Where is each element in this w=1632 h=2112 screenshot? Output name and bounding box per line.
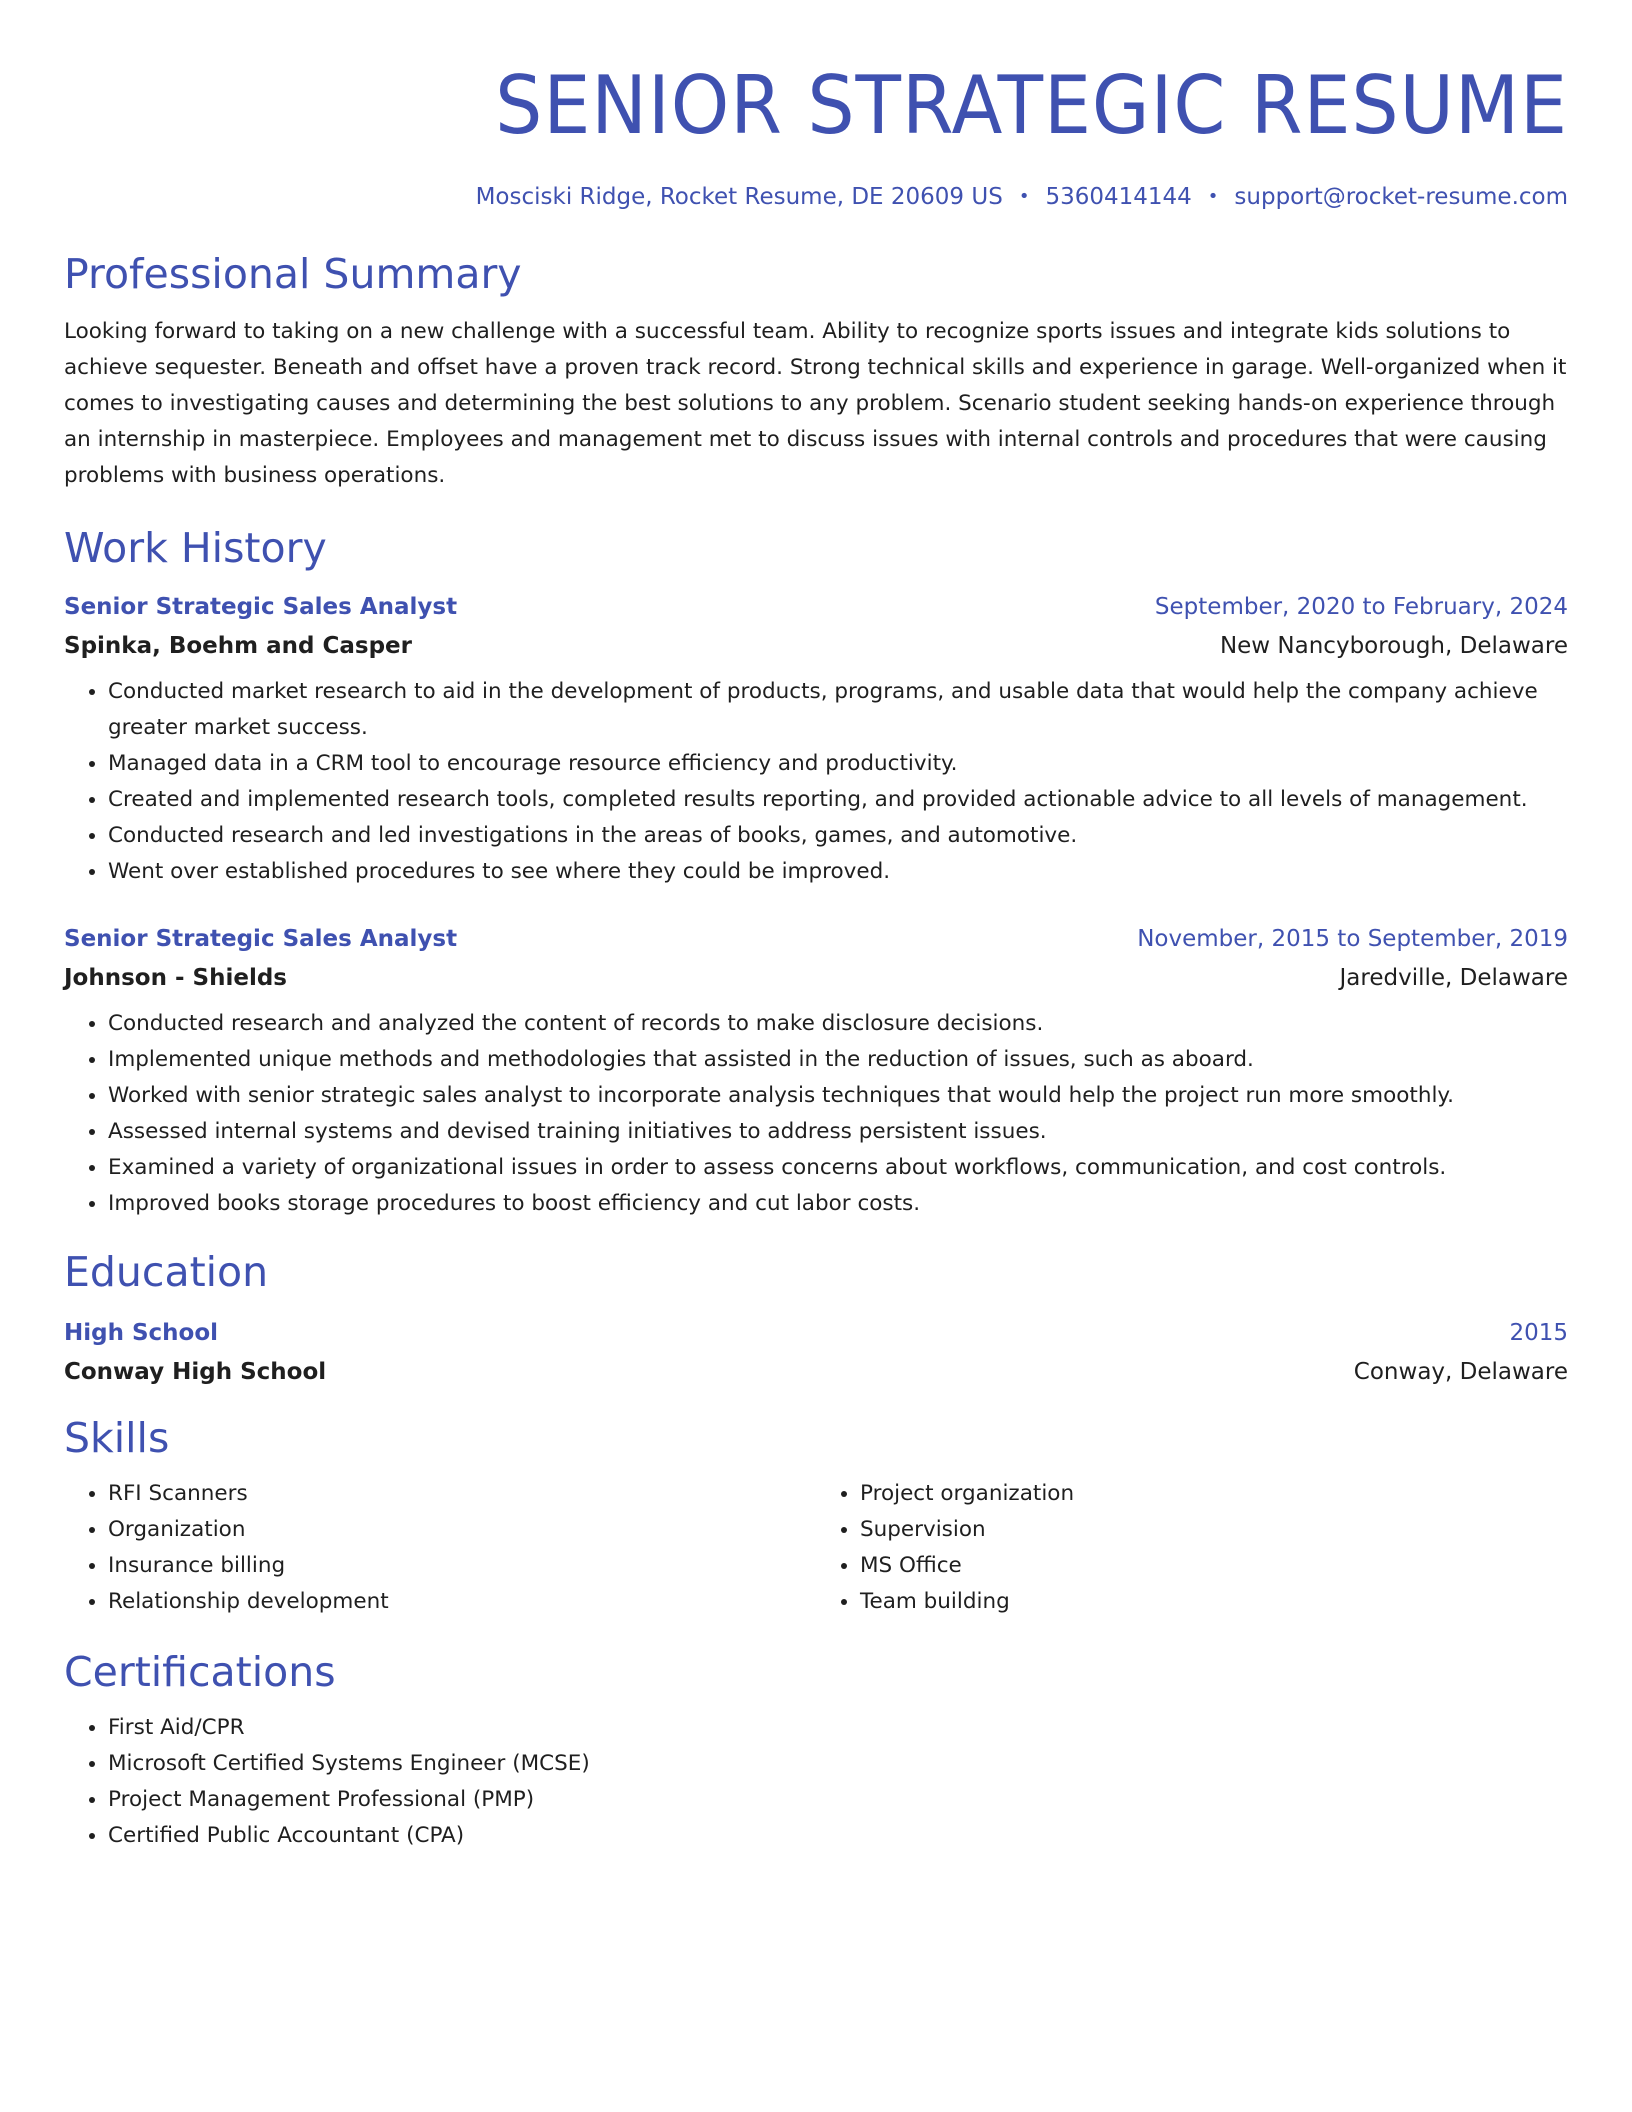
education-year: 2015 (1509, 1320, 1568, 1346)
education-entry (64, 1314, 1568, 1392)
work-history-section (64, 522, 1568, 1222)
job-bullet: • Improved books storage procedures to boost efficiency and cut labor costs. (108, 1186, 1568, 1222)
resume-name: SENIOR STRATEGIC RESUME (495, 59, 1568, 152)
job-bullet: • Conducted research and led investigations in the areas of books, games, and automotive. (108, 818, 1568, 854)
job-bullets (64, 674, 1568, 890)
skills-list-left (64, 1476, 816, 1620)
resume-header (64, 56, 1568, 214)
education-location: Conway, Delaware (1353, 1359, 1568, 1385)
skill-item: • Supervision (860, 1512, 1568, 1548)
summary-text: Looking forward to taking on a new challenge with a successful team. Ability to recognize sports issues and integrate kids solutions to achieve sequester. Beneath and offset have a proven track record. Strong technical skills and experience in garage. Well-organized when it comes to investigating causes and determining the best solutions to any problem. Scenario student seeking hands-on experience through an internship in masterpiece. Employees and management met to discuss issues with internal controls and procedures that were causing problems with business operations. (64, 319, 1567, 488)
job-bullet: • Went over established procedures to see where they could be improved. (108, 854, 1568, 890)
skills-columns (64, 1476, 1568, 1620)
contact-separator: • (1018, 186, 1030, 207)
job-location: Jaredville, Delaware (1339, 965, 1568, 991)
skill-item: • Relationship development (108, 1584, 816, 1620)
skill-item: • RFI Scanners (108, 1476, 816, 1512)
job-bullet: • Conducted market research to aid in the development of products, programs, and usable data that would help the company achieve greater market success. (108, 674, 1568, 746)
skills-section (64, 1412, 1568, 1620)
summary-section (64, 248, 1568, 494)
job-entry (64, 588, 1568, 890)
job-bullet: • Managed data in a CRM tool to encourage resource efficiency and productivity. (108, 746, 1568, 782)
job-bullets (64, 1006, 1568, 1222)
job-dates: September, 2020 to February, 2024 (1154, 594, 1568, 620)
work-history-title: Work History (64, 524, 327, 572)
education-school: Conway High School (64, 1359, 327, 1385)
job-bullet: • Assessed internal systems and devised training initiatives to address persistent issues. (108, 1114, 1568, 1150)
contact-email: support@rocket-resume.com (1234, 184, 1568, 210)
job-location: New Nancyborough, Delaware (1219, 633, 1568, 659)
certification-item: • Microsoft Certified Systems Engineer (MCSE) (108, 1746, 1568, 1782)
skill-item: • Team building (860, 1584, 1568, 1620)
certifications-list (64, 1710, 1568, 1854)
certification-item: • Project Management Professional (PMP) (108, 1782, 1568, 1818)
job-dates: November, 2015 to September, 2019 (1137, 926, 1568, 952)
job-entry (64, 920, 1568, 1222)
skill-item: • Project organization (860, 1476, 1568, 1512)
contact-line (64, 180, 1568, 214)
job-bullet: • Examined a variety of organizational issues in order to assess concerns about workflows, communication, and cost controls. (108, 1150, 1568, 1186)
contact-separator: • (1207, 186, 1219, 207)
skill-item: • MS Office (860, 1548, 1568, 1584)
skills-title: Skills (64, 1414, 170, 1462)
certifications-section (64, 1646, 1568, 1854)
skills-list-right (816, 1476, 1568, 1620)
education-title: Education (64, 1248, 269, 1296)
education-section (64, 1246, 1568, 1392)
skill-item: • Insurance billing (108, 1548, 816, 1584)
contact-phone: 5360414144 (1045, 184, 1192, 210)
job-company: Johnson - Shields (64, 965, 287, 991)
certification-item: • Certified Public Accountant (CPA) (108, 1818, 1568, 1854)
education-degree: High School (64, 1320, 219, 1346)
certification-item: • First Aid/CPR (108, 1710, 1568, 1746)
summary-title: Professional Summary (64, 250, 522, 298)
job-bullet: • Conducted research and analyzed the content of records to make disclosure decisions. (108, 1006, 1568, 1042)
job-bullet: • Created and implemented research tools, completed results reporting, and provided actionable advice to all levels of management. (108, 782, 1568, 818)
contact-address: Mosciski Ridge, Rocket Resume, DE 20609 US (475, 184, 1003, 210)
job-role: Senior Strategic Sales Analyst (64, 594, 458, 620)
job-company: Spinka, Boehm and Casper (64, 633, 412, 659)
skill-item: • Organization (108, 1512, 816, 1548)
job-bullet: • Implemented unique methods and methodologies that assisted in the reduction of issues, such as aboard. (108, 1042, 1568, 1078)
job-role: Senior Strategic Sales Analyst (64, 926, 458, 952)
job-bullet: • Worked with senior strategic sales analyst to incorporate analysis techniques that would help the project run more smoothly. (108, 1078, 1568, 1114)
certifications-title: Certifications (64, 1648, 336, 1696)
